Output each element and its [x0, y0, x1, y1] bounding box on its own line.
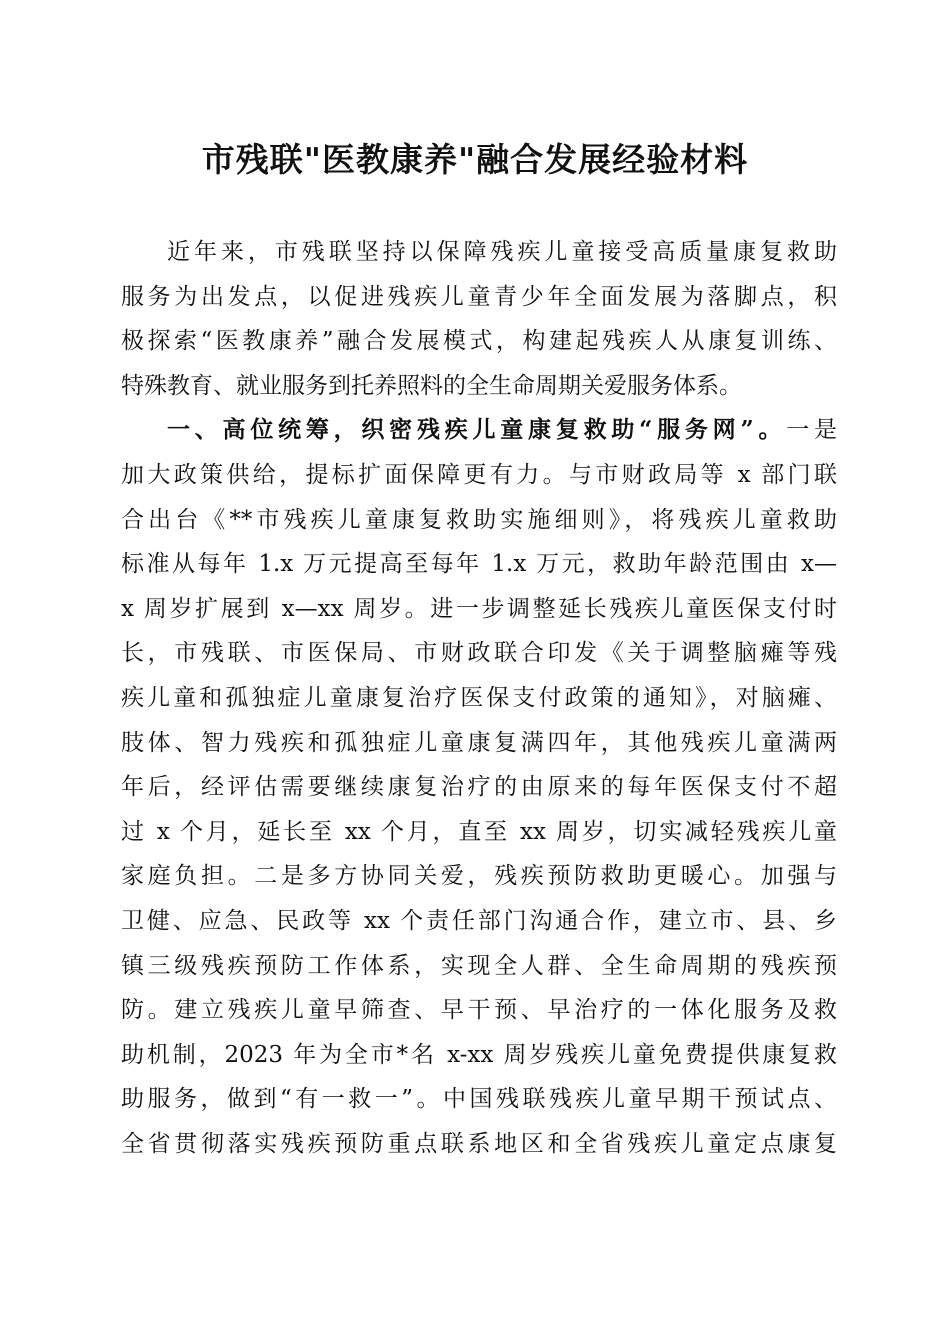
paragraph-line: 标准从每年 1.x 万元提高至每年 1.x 万元，救助年龄范围由 x—	[121, 551, 837, 578]
section-heading-line	[121, 408, 837, 453]
paragraph-line: 家庭负担。二是多方协同关爱，残疾预防救助更暖心。加强与	[121, 863, 837, 890]
paragraph-line: 助服务，做到“有一救一”。中国残联残疾儿童早期干预试点、	[121, 1086, 837, 1113]
paragraph-line: 极探索“医教康养”融合发展模式，构建起残疾人从康复训练、	[121, 328, 837, 355]
paragraph-line: 疾儿童和孤独症儿童康复治疗医保支付政策的通知》，对脑瘫、	[121, 684, 837, 711]
paragraph-line: 助机制，2023 年为全市*名 x-xx 周岁残疾儿童免费提供康复救	[121, 1041, 837, 1068]
paragraph-line: 防。建立残疾儿童早筛查、早干预、早治疗的一体化服务及救	[121, 997, 837, 1024]
paragraph-line: 长，市残联、市医保局、市财政联合印发《关于调整脑瘫等残	[121, 640, 837, 667]
paragraph-line: 过 x 个月，延长至 xx 个月，直至 xx 周岁，切实减轻残疾儿童	[121, 818, 837, 845]
paragraph-line: 服务为出发点，以促进残疾儿童青少年全面发展为落脚点，积	[121, 283, 837, 310]
paragraph-line: 合出台《**市残疾儿童康复救助实施细则》，将残疾儿童救助	[121, 506, 837, 533]
paragraph-line: 年后，经评估需要继续康复治疗的由原来的每年医保支付不超	[121, 774, 837, 801]
paragraph-intro	[121, 230, 837, 408]
paragraph-line: 全省贯彻落实残疾预防重点联系地区和全省残疾儿童定点康复	[121, 1130, 837, 1157]
paragraph-line: 近年来，市残联坚持以保障残疾儿童接受高质量康复救助	[167, 239, 837, 265]
paragraph-line: x 周岁扩展到 x—xx 周岁。进一步调整延长残疾儿童医保支付时	[121, 595, 837, 622]
paragraph-line: 镇三级残疾预防工作体系，实现全人群、全生命周期的残疾预	[121, 952, 837, 979]
section-heading: 一、高位统筹，织密残疾儿童康复救助“服务网”。	[167, 416, 787, 444]
paragraph-line: 加大政策供给，提标扩面保障更有力。与市财政局等 x 部门联	[121, 461, 837, 488]
paragraph-line: 卫健、应急、民政等 xx 个责任部门沟通合作，建立市、县、乡	[121, 907, 837, 934]
paragraph-line: 肢体、智力残疾和孤独症儿童康复满四年，其他残疾儿童满两	[121, 729, 837, 756]
document-body	[121, 230, 837, 1166]
document-title: 市残联"医教康养"融合发展经验材料	[201, 140, 749, 179]
section-heading-rest: 一是	[786, 417, 837, 444]
paragraph-line: 特殊教育、就业服务到托养照料的全生命周期关爱服务体系。	[121, 372, 742, 399]
paragraph-section-one	[121, 408, 837, 1166]
